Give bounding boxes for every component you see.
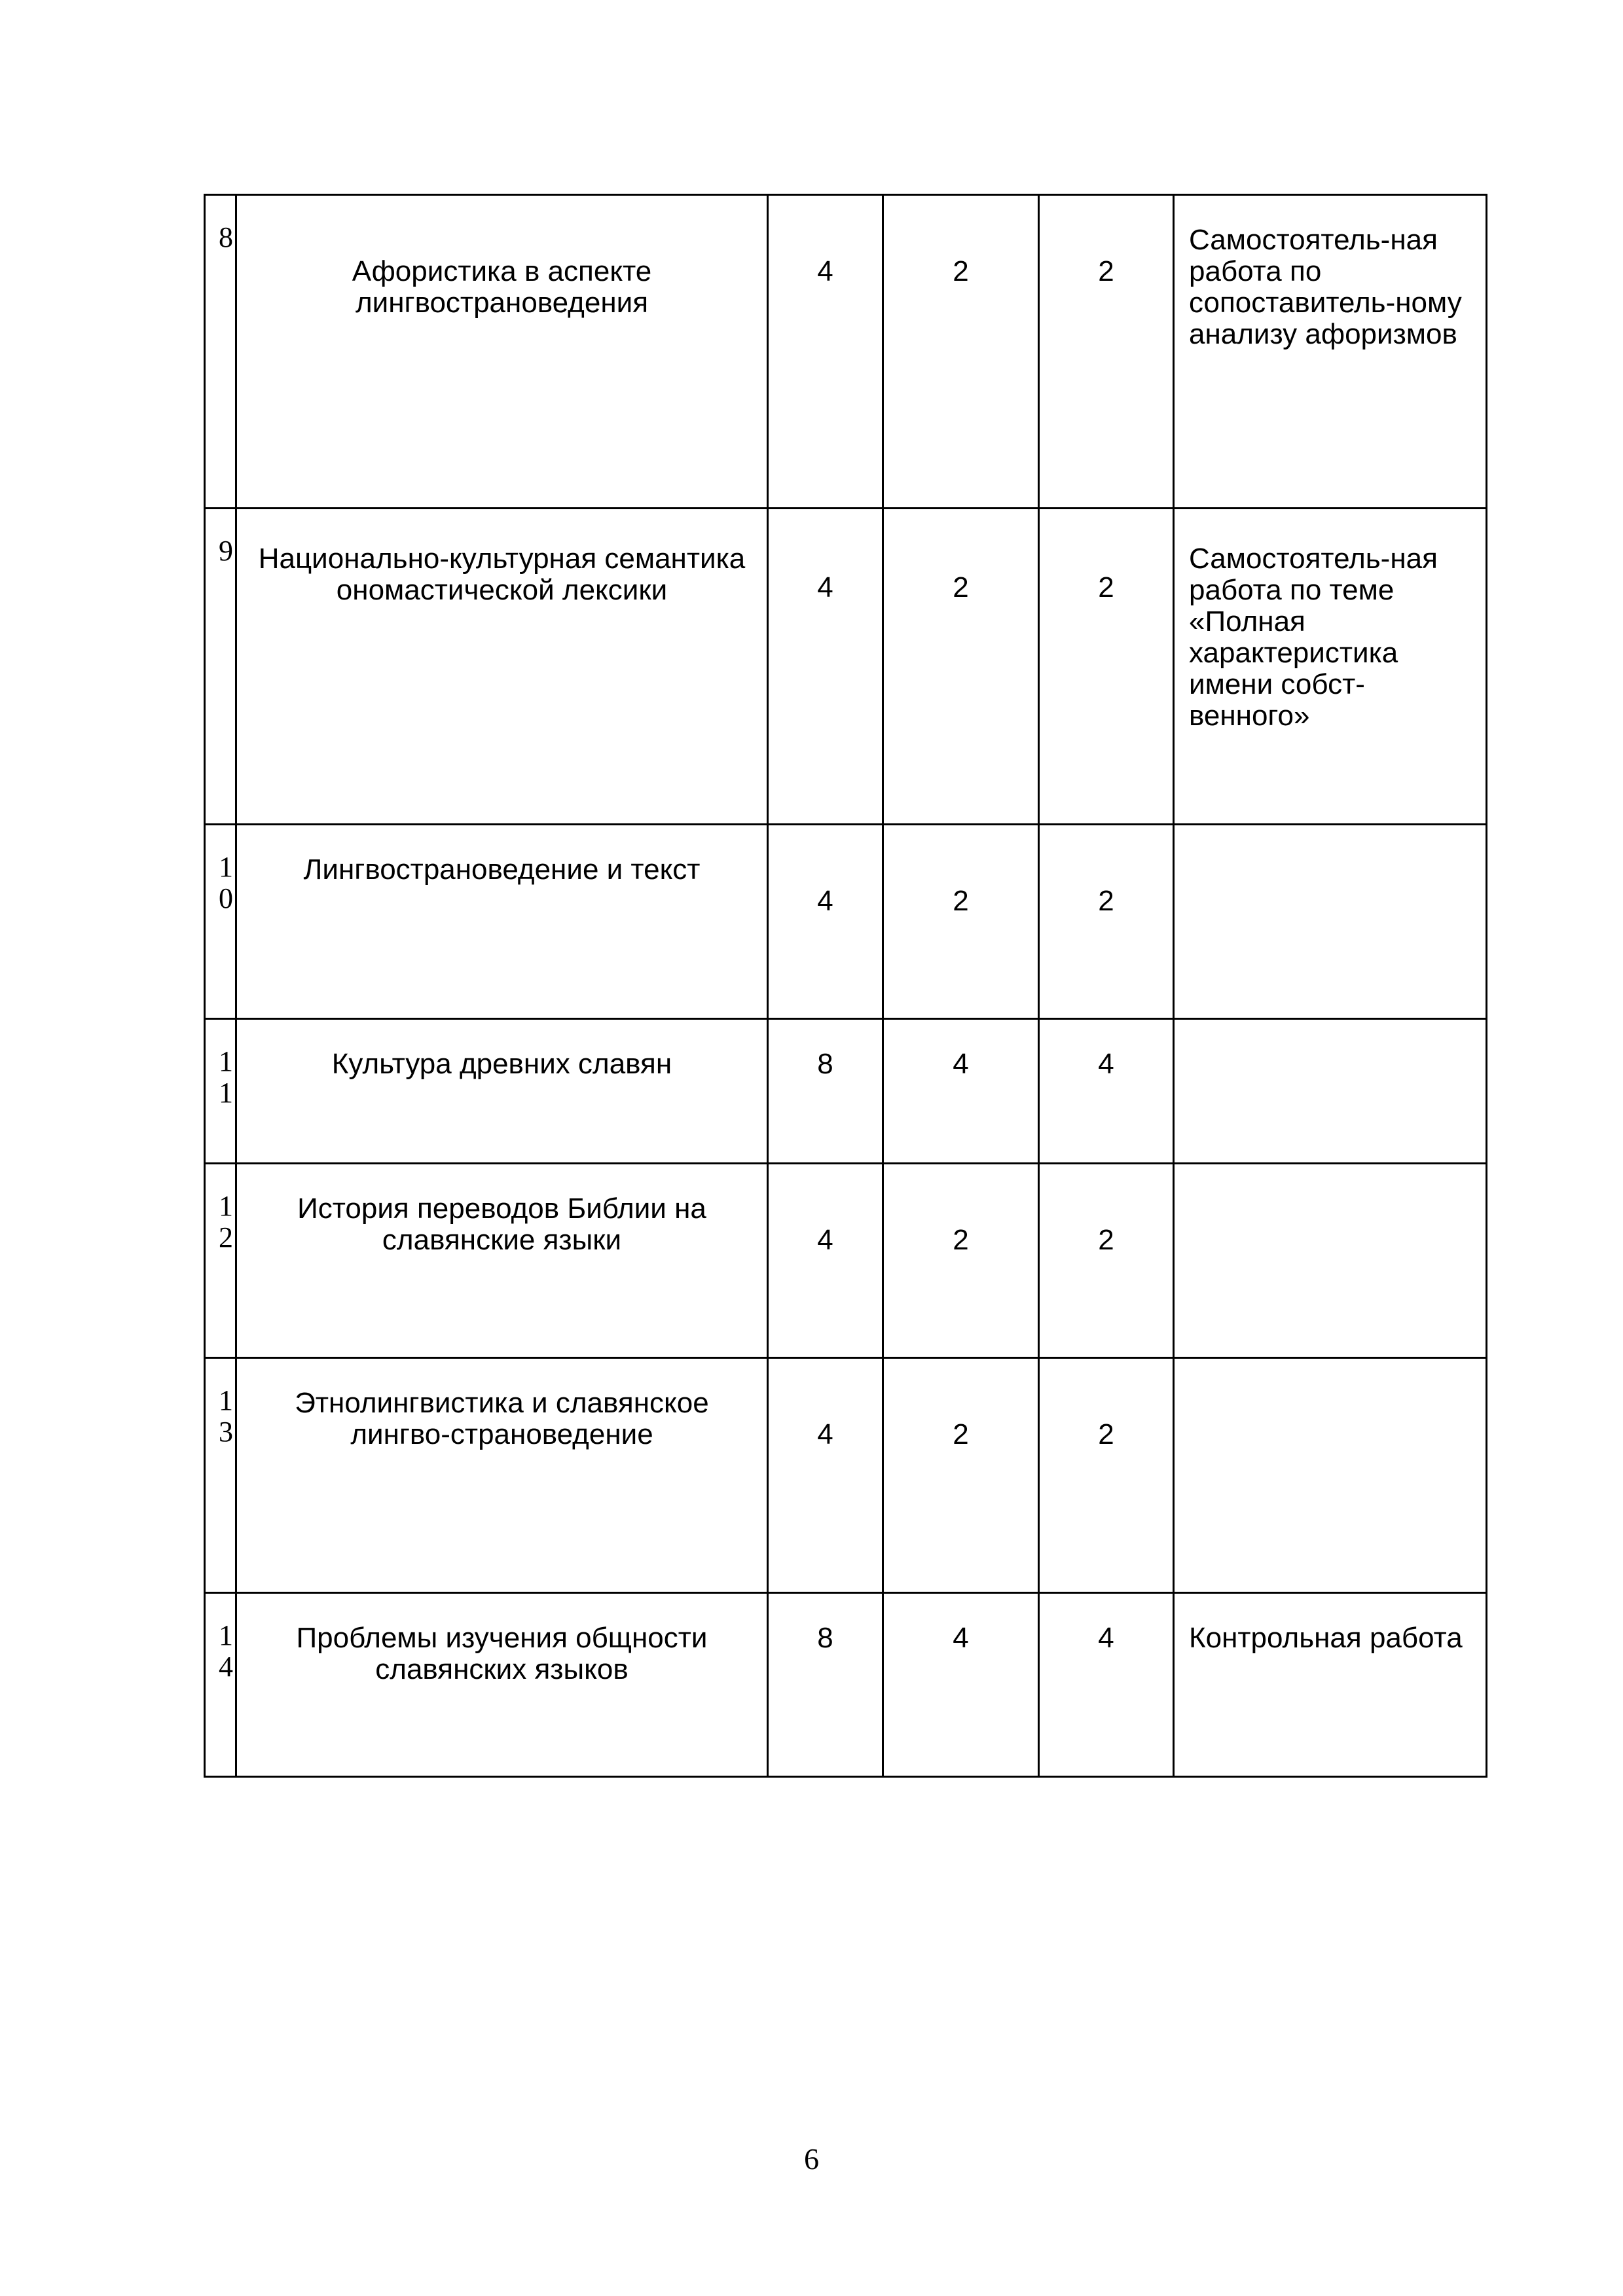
seminar-hours-cell: 4 [1039, 1593, 1174, 1777]
independent-work-cell [1174, 1164, 1487, 1358]
independent-work-cell: Самостоятель-ная работа по сопоставитель-ному анализу афоризмов [1174, 195, 1487, 509]
table-row [205, 1358, 1487, 1593]
total-hours-cell: 8 [768, 1593, 883, 1777]
row-number: 8 [205, 195, 236, 509]
topic-cell: История переводов Библии на славянские языки [236, 1164, 768, 1358]
total-hours-cell: 4 [768, 1164, 883, 1358]
table-row [205, 1593, 1487, 1777]
row-number: 9 [205, 509, 236, 825]
seminar-hours-cell: 2 [1039, 1358, 1174, 1593]
row-number: 12 [205, 1164, 236, 1358]
seminar-hours-cell: 2 [1039, 509, 1174, 825]
table-row [205, 195, 1487, 509]
total-hours-cell: 4 [768, 825, 883, 1019]
row-number: 13 [205, 1358, 236, 1593]
seminar-hours-cell: 2 [1039, 1164, 1174, 1358]
independent-work-cell [1174, 825, 1487, 1019]
row-number: 11 [205, 1019, 236, 1164]
topic-cell: Проблемы изучения общности славянских языков [236, 1593, 768, 1777]
seminar-hours-cell: 4 [1039, 1019, 1174, 1164]
table-row [205, 1164, 1487, 1358]
independent-work-cell: Контрольная работа [1174, 1593, 1487, 1777]
table-row [205, 1019, 1487, 1164]
topic-cell: Культура древних славян [236, 1019, 768, 1164]
total-hours-cell: 4 [768, 1358, 883, 1593]
lecture-hours-cell: 4 [883, 1019, 1039, 1164]
total-hours-cell: 4 [768, 195, 883, 509]
independent-work-cell [1174, 1019, 1487, 1164]
course-plan-table [204, 194, 1487, 1778]
seminar-hours-cell: 2 [1039, 825, 1174, 1019]
topic-cell: Этнолингвистика и славянское лингво-страноведение [236, 1358, 768, 1593]
lecture-hours-cell: 2 [883, 825, 1039, 1019]
topic-cell: Национально-культурная семантика ономастической лексики [236, 509, 768, 825]
lecture-hours-cell: 2 [883, 195, 1039, 509]
total-hours-cell: 4 [768, 509, 883, 825]
row-number: 10 [205, 825, 236, 1019]
topic-cell: Афористика в аспекте лингвострановедения [236, 195, 768, 509]
table-row [205, 509, 1487, 825]
seminar-hours-cell: 2 [1039, 195, 1174, 509]
total-hours-cell: 8 [768, 1019, 883, 1164]
page-number: 6 [804, 2142, 819, 2176]
independent-work-cell [1174, 1358, 1487, 1593]
lecture-hours-cell: 2 [883, 509, 1039, 825]
table-row [205, 825, 1487, 1019]
topic-cell: Лингвострановедение и текст [236, 825, 768, 1019]
independent-work-cell: Самостоятель-ная работа по теме «Полная характеристика имени собст-венного» [1174, 509, 1487, 825]
lecture-hours-cell: 4 [883, 1593, 1039, 1777]
lecture-hours-cell: 2 [883, 1358, 1039, 1593]
row-number: 14 [205, 1593, 236, 1777]
lecture-hours-cell: 2 [883, 1164, 1039, 1358]
